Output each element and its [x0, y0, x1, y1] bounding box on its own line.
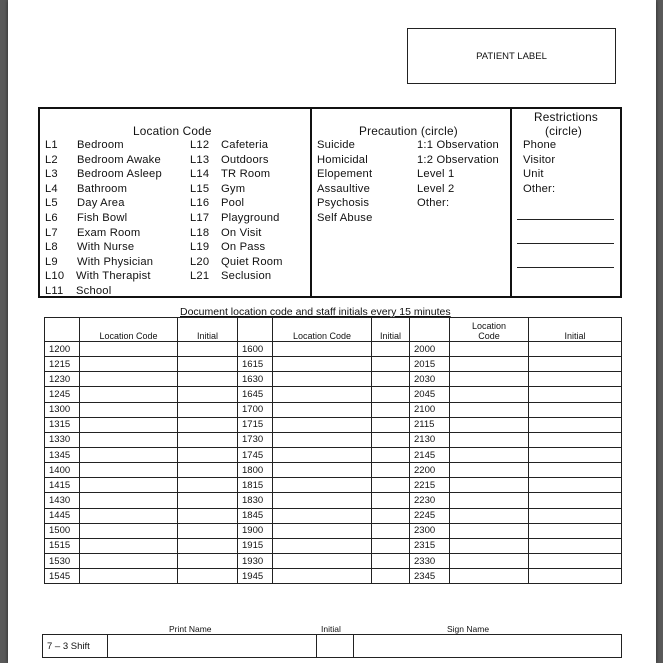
- initial-cell[interactable]: [529, 553, 622, 568]
- location-code-title: Location Code: [133, 124, 212, 138]
- observation-option[interactable]: Other:: [417, 197, 450, 210]
- legend-divider: [510, 109, 512, 296]
- precaution-option[interactable]: Elopement: [317, 168, 373, 181]
- precaution-option[interactable]: Self Abuse: [317, 212, 373, 224]
- location-code-cell[interactable]: [273, 538, 372, 553]
- initial-cell[interactable]: [529, 432, 622, 447]
- location-code-cell[interactable]: [80, 553, 178, 568]
- location-name: Exam Room: [77, 226, 141, 239]
- restriction-option[interactable]: Phone: [523, 139, 557, 151]
- print-name-field[interactable]: [108, 635, 317, 658]
- initial-cell[interactable]: [372, 402, 410, 417]
- time-cell: 1515: [45, 538, 80, 553]
- restriction-option[interactable]: Other:: [523, 182, 556, 195]
- time-cell: 2015: [410, 357, 450, 372]
- time-cell: 1215: [45, 357, 80, 372]
- shift-label: 7 – 3 Shift: [43, 635, 108, 658]
- location-name: Bedroom: [77, 139, 124, 151]
- initial-header: Initial: [529, 318, 622, 342]
- location-name: With Physician: [77, 255, 154, 268]
- location-code-cell[interactable]: [273, 508, 372, 523]
- initial-cell[interactable]: [372, 432, 410, 447]
- time-cell: 1930: [238, 553, 273, 568]
- location-name: On Visit: [221, 226, 262, 239]
- table-row: [45, 478, 622, 493]
- location-code-cell[interactable]: [450, 387, 529, 402]
- time-header: [238, 318, 273, 342]
- time-cell: 1415: [45, 478, 80, 493]
- time-cell: 1330: [45, 432, 80, 447]
- location-code-cell[interactable]: [450, 357, 529, 372]
- location-name: Bedroom Awake: [77, 153, 161, 166]
- location-code-cell[interactable]: [80, 523, 178, 538]
- time-cell: 2300: [410, 523, 450, 538]
- location-code-header: Location Code: [273, 318, 372, 342]
- location-name: Quiet Room: [221, 255, 283, 268]
- precaution-option[interactable]: Homicidal: [317, 153, 368, 166]
- initial-cell[interactable]: [178, 569, 238, 584]
- observation-grid: [44, 317, 622, 584]
- time-cell: 2045: [410, 387, 450, 402]
- time-cell: 2030: [410, 372, 450, 387]
- initial-cell[interactable]: [529, 447, 622, 462]
- location-code-cell[interactable]: [273, 447, 372, 462]
- location-code-cell[interactable]: [273, 387, 372, 402]
- time-cell: 1715: [238, 417, 273, 432]
- time-header: [410, 318, 450, 342]
- location-code-cell[interactable]: [80, 508, 178, 523]
- location-code: L17: [190, 212, 210, 224]
- location-name: Outdoors: [221, 153, 269, 166]
- print-name-label: Print Name: [169, 624, 212, 634]
- time-cell: 1730: [238, 432, 273, 447]
- sign-name-label: Sign Name: [447, 624, 490, 634]
- initial-cell[interactable]: [178, 417, 238, 432]
- initial-cell[interactable]: [372, 553, 410, 568]
- initial-cell[interactable]: [372, 493, 410, 508]
- write-in-line[interactable]: [517, 243, 614, 244]
- location-code: L6: [45, 212, 58, 224]
- initial-cell[interactable]: [372, 372, 410, 387]
- location-code-cell[interactable]: [450, 493, 529, 508]
- precaution-option[interactable]: Suicide: [317, 139, 356, 151]
- time-cell: 2200: [410, 463, 450, 478]
- time-cell: 2115: [410, 417, 450, 432]
- initial-cell[interactable]: [372, 523, 410, 538]
- initial-cell[interactable]: [372, 417, 410, 432]
- initial-cell[interactable]: [529, 372, 622, 387]
- location-code-cell[interactable]: [450, 342, 529, 357]
- restriction-option[interactable]: Visitor: [523, 153, 556, 166]
- location-code: L13: [190, 153, 210, 166]
- initial-cell[interactable]: [372, 463, 410, 478]
- time-cell: 1830: [238, 493, 273, 508]
- patient-label-text: PATIENT LABEL: [476, 50, 547, 62]
- location-code-cell[interactable]: [450, 402, 529, 417]
- location-name: Gym: [221, 182, 246, 195]
- location-code-cell[interactable]: [450, 432, 529, 447]
- table-row: [45, 432, 622, 447]
- write-in-line[interactable]: [517, 267, 614, 268]
- table-row: [45, 523, 622, 538]
- location-code: L21: [190, 270, 210, 283]
- location-code-cell[interactable]: [273, 342, 372, 357]
- time-cell: 2000: [410, 342, 450, 357]
- write-in-line[interactable]: [517, 219, 614, 220]
- time-cell: 1615: [238, 357, 273, 372]
- initial-header: Initial: [178, 318, 238, 342]
- location-name: School: [76, 285, 112, 297]
- initial-header: Initial: [372, 318, 410, 342]
- location-code-cell[interactable]: [273, 372, 372, 387]
- form-page: [8, 0, 656, 663]
- initial-cell[interactable]: [529, 538, 622, 553]
- location-code-cell[interactable]: [273, 417, 372, 432]
- location-code: L16: [190, 197, 210, 210]
- initial-cell[interactable]: [529, 387, 622, 402]
- initial-cell[interactable]: [372, 569, 410, 584]
- initial-cell[interactable]: [178, 447, 238, 462]
- table-row: [45, 508, 622, 523]
- precaution-option[interactable]: Assaultive: [317, 182, 370, 195]
- observation-option[interactable]: 1:2 Observation: [417, 153, 499, 166]
- time-cell: 1800: [238, 463, 273, 478]
- location-name: TR Room: [221, 168, 271, 181]
- initial-cell[interactable]: [529, 357, 622, 372]
- location-code-cell[interactable]: [80, 387, 178, 402]
- sign-name-field[interactable]: [354, 635, 622, 658]
- time-cell: 2100: [410, 402, 450, 417]
- location-code-cell[interactable]: [80, 478, 178, 493]
- initial-cell[interactable]: [178, 493, 238, 508]
- document-instruction: Document location code and staff initials every 15 minutes: [180, 306, 451, 318]
- initial-cell[interactable]: [178, 357, 238, 372]
- grid-body: [45, 342, 622, 584]
- location-code-cell[interactable]: [273, 523, 372, 538]
- time-cell: 2230: [410, 493, 450, 508]
- initial-cell[interactable]: [529, 493, 622, 508]
- initial-cell[interactable]: [529, 463, 622, 478]
- location-code-header: Location Code: [450, 318, 529, 342]
- location-code-cell[interactable]: [80, 402, 178, 417]
- initial-cell[interactable]: [529, 342, 622, 357]
- location-code-cell[interactable]: [80, 569, 178, 584]
- observation-option[interactable]: 1:1 Observation: [417, 139, 499, 151]
- table-row: [45, 569, 622, 584]
- location-code-cell[interactable]: [273, 357, 372, 372]
- initial-cell[interactable]: [372, 447, 410, 462]
- time-cell: 1630: [238, 372, 273, 387]
- location-code-cell[interactable]: [450, 463, 529, 478]
- location-code-cell[interactable]: [450, 569, 529, 584]
- initial-cell[interactable]: [178, 478, 238, 493]
- time-cell: 1530: [45, 553, 80, 568]
- time-cell: 1445: [45, 508, 80, 523]
- location-code-cell[interactable]: [80, 432, 178, 447]
- table-row: [45, 402, 622, 417]
- location-code-header: Location Code: [80, 318, 178, 342]
- table-row: [45, 463, 622, 478]
- initial-cell[interactable]: [372, 387, 410, 402]
- initial-cell[interactable]: [178, 508, 238, 523]
- location-code-cell[interactable]: [273, 569, 372, 584]
- location-code: L7: [45, 226, 58, 239]
- table-row: [45, 357, 622, 372]
- patient-label-box: [407, 28, 616, 84]
- location-code: L3: [45, 168, 58, 181]
- observation-option[interactable]: Level 2: [417, 182, 455, 195]
- location-code: L11: [45, 285, 64, 297]
- location-code-cell[interactable]: [450, 372, 529, 387]
- location-code: L1: [45, 139, 58, 151]
- location-name: Bathroom: [77, 182, 128, 195]
- location-code-cell[interactable]: [450, 447, 529, 462]
- time-cell: 1815: [238, 478, 273, 493]
- time-header: [45, 318, 80, 342]
- initial-cell[interactable]: [529, 569, 622, 584]
- legend-box: [38, 107, 622, 298]
- location-name: On Pass: [221, 241, 266, 254]
- time-cell: 1230: [45, 372, 80, 387]
- legend-divider: [310, 109, 312, 296]
- time-cell: 2145: [410, 447, 450, 462]
- initial-cell[interactable]: [372, 342, 410, 357]
- time-cell: 1845: [238, 508, 273, 523]
- location-code: L2: [45, 153, 58, 166]
- restrictions-title: Restrictions: [534, 110, 599, 124]
- time-cell: 1945: [238, 569, 273, 584]
- location-name: With Nurse: [77, 241, 135, 254]
- time-cell: 1600: [238, 342, 273, 357]
- initial-label: Initial: [321, 624, 341, 634]
- initial-cell[interactable]: [178, 372, 238, 387]
- time-cell: 1345: [45, 447, 80, 462]
- time-cell: 1745: [238, 447, 273, 462]
- initial-cell[interactable]: [529, 402, 622, 417]
- signature-table: [42, 634, 622, 658]
- location-code-cell[interactable]: [450, 523, 529, 538]
- location-code-cell[interactable]: [450, 417, 529, 432]
- location-code-cell[interactable]: [80, 493, 178, 508]
- initial-cell[interactable]: [178, 387, 238, 402]
- initial-cell[interactable]: [529, 508, 622, 523]
- location-code-cell[interactable]: [80, 463, 178, 478]
- initial-cell[interactable]: [178, 402, 238, 417]
- table-row: [45, 538, 622, 553]
- time-cell: 1900: [238, 523, 273, 538]
- restrictions-subtitle: (circle): [545, 124, 582, 138]
- location-code-cell[interactable]: [450, 478, 529, 493]
- time-cell: 1200: [45, 342, 80, 357]
- time-cell: 2245: [410, 508, 450, 523]
- location-name: Day Area: [77, 197, 125, 210]
- initial-cell[interactable]: [178, 342, 238, 357]
- location-code-cell[interactable]: [450, 553, 529, 568]
- location-name: Seclusion: [221, 270, 272, 283]
- table-row: [45, 417, 622, 432]
- initial-cell[interactable]: [178, 432, 238, 447]
- initial-cell[interactable]: [178, 463, 238, 478]
- initial-cell[interactable]: [529, 417, 622, 432]
- table-row: [45, 493, 622, 508]
- location-code-cell[interactable]: [273, 478, 372, 493]
- location-name: With Therapist: [76, 270, 151, 283]
- location-code: L4: [45, 182, 58, 195]
- time-cell: 1430: [45, 493, 80, 508]
- location-code-cell[interactable]: [273, 432, 372, 447]
- shift-row: [43, 635, 622, 658]
- location-code-cell[interactable]: [273, 553, 372, 568]
- location-code-cell[interactable]: [80, 538, 178, 553]
- restriction-option[interactable]: Unit: [523, 168, 544, 181]
- time-cell: 1300: [45, 402, 80, 417]
- table-row: [45, 553, 622, 568]
- location-code: L18: [190, 226, 210, 239]
- location-name: Fish Bowl: [77, 212, 128, 224]
- initial-cell[interactable]: [372, 478, 410, 493]
- location-code-cell[interactable]: [80, 357, 178, 372]
- location-name: Playground: [221, 212, 280, 224]
- time-cell: 2330: [410, 553, 450, 568]
- grid-header-row: [45, 318, 622, 342]
- initial-cell[interactable]: [178, 553, 238, 568]
- location-code: L9: [45, 255, 58, 268]
- location-code: L19: [190, 241, 210, 254]
- location-code: L12: [190, 139, 210, 151]
- location-code-cell[interactable]: [80, 417, 178, 432]
- location-code: L20: [190, 255, 210, 268]
- location-code-cell[interactable]: [273, 402, 372, 417]
- location-name: Pool: [221, 197, 245, 210]
- time-cell: 1315: [45, 417, 80, 432]
- time-cell: 1400: [45, 463, 80, 478]
- initial-field[interactable]: [317, 635, 354, 658]
- location-code-cell[interactable]: [273, 463, 372, 478]
- initial-cell[interactable]: [178, 523, 238, 538]
- time-cell: 2215: [410, 478, 450, 493]
- location-code: L5: [45, 197, 58, 210]
- location-name: Bedroom Asleep: [77, 168, 162, 181]
- initial-cell[interactable]: [372, 538, 410, 553]
- time-cell: 1245: [45, 387, 80, 402]
- location-code: L10: [45, 270, 65, 283]
- time-cell: 1545: [45, 569, 80, 584]
- time-cell: 2345: [410, 569, 450, 584]
- table-row: [45, 342, 622, 357]
- time-cell: 1700: [238, 402, 273, 417]
- initial-cell[interactable]: [372, 508, 410, 523]
- observation-option[interactable]: Level 1: [417, 168, 455, 181]
- location-name: Cafeteria: [221, 139, 269, 151]
- location-code-cell[interactable]: [80, 342, 178, 357]
- time-cell: 2130: [410, 432, 450, 447]
- location-code-cell[interactable]: [80, 447, 178, 462]
- table-row: [45, 372, 622, 387]
- precaution-title: Precaution (circle): [359, 124, 458, 138]
- time-cell: 1915: [238, 538, 273, 553]
- precaution-option[interactable]: Psychosis: [317, 197, 370, 210]
- location-code: L14: [190, 168, 210, 181]
- time-cell: 1500: [45, 523, 80, 538]
- location-code-cell[interactable]: [80, 372, 178, 387]
- initial-cell[interactable]: [529, 523, 622, 538]
- location-code: L8: [45, 241, 58, 254]
- table-row: [45, 387, 622, 402]
- time-cell: 1645: [238, 387, 273, 402]
- location-code-cell[interactable]: [450, 538, 529, 553]
- time-cell: 2315: [410, 538, 450, 553]
- initial-cell[interactable]: [372, 357, 410, 372]
- location-code-cell[interactable]: [450, 508, 529, 523]
- location-code: L15: [190, 182, 210, 195]
- location-code-cell[interactable]: [273, 493, 372, 508]
- initial-cell[interactable]: [178, 538, 238, 553]
- initial-cell[interactable]: [529, 478, 622, 493]
- table-row: [45, 447, 622, 462]
